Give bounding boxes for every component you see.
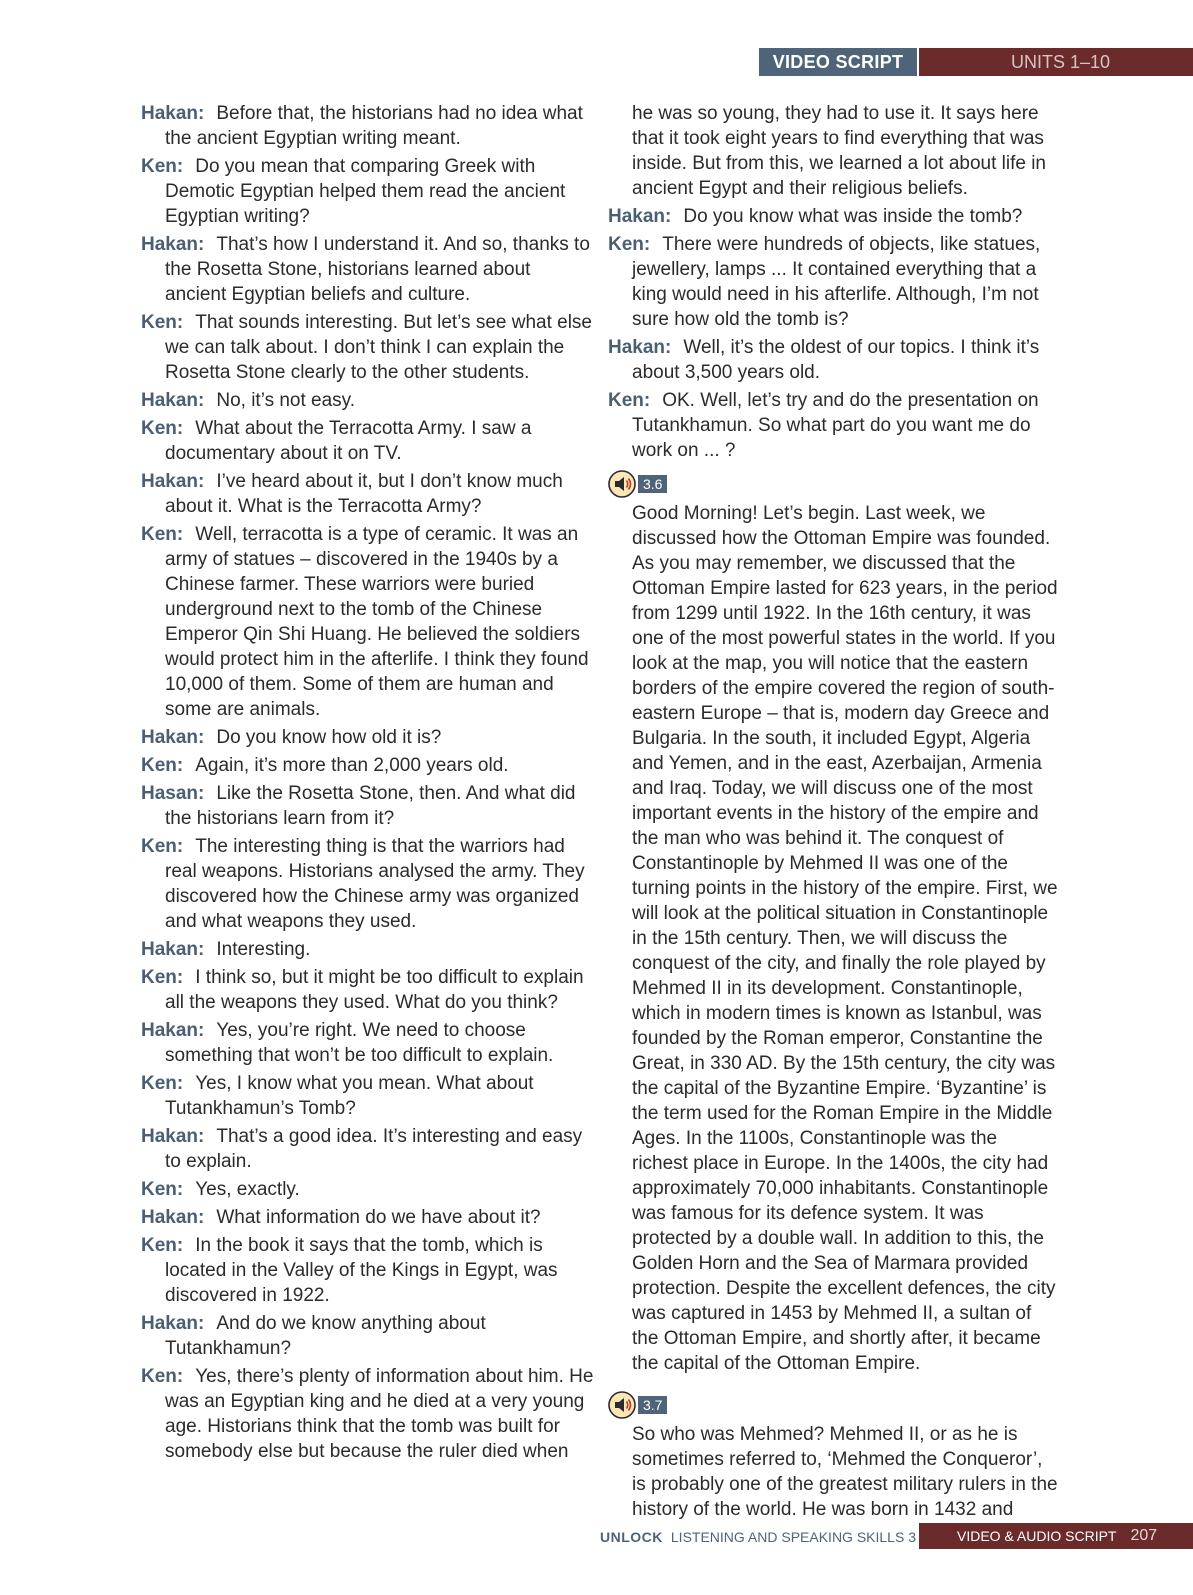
dialogue-turn (141, 1177, 596, 1202)
dialogue-text: There were hundreds of objects, like statues, jewellery, lamps ... It contained everything that a king would need in his afterlife. Although, I’m not sure how old the tomb is? (632, 234, 1041, 330)
book-name: LISTENING AND SPEAKING SKILLS 3 (670, 1529, 916, 1545)
dialogue-text: Again, it’s more than 2,000 years old. (195, 755, 509, 776)
dialogue-turn (141, 1018, 596, 1068)
continuation-text: he was so young, they had to use it. It says here that it took eight years to find everything that was inside. But from this, we learned a lot about life in ancient Egypt and their religious beliefs. (632, 103, 1047, 199)
dialogue-text: The interesting thing is that the warriors had real weapons. Historians analysed the army. They discovered how the Chinese army was organized and what weapons they used. (165, 836, 585, 932)
dialogue-turn (141, 834, 596, 934)
dialogue-text: In the book it says that the tomb, which is located in the Valley of the Kings in Egypt, was discovered in 1922. (165, 1235, 558, 1306)
speaker-name: Hakan: (608, 337, 672, 358)
dialogue-text: Yes, I know what you mean. What about Tutankhamun’s Tomb? (165, 1073, 534, 1119)
dialogue-text: No, it’s not easy. (216, 390, 356, 411)
dialogue-text: Yes, you’re right. We need to choose something that won’t be too difficult to explain. (165, 1020, 554, 1066)
speaker-name: Hakan: (141, 234, 205, 255)
dialogue-turn (141, 781, 596, 831)
dialogue-turn (141, 469, 596, 519)
speaker-name: Ken: (141, 312, 184, 333)
dialogue-text: OK. Well, let’s try and do the presentation on Tutankhamun. So what part do you want me do work on ... ? (632, 390, 1039, 461)
speaker-name: Hakan: (141, 1126, 205, 1147)
dialogue-turn (141, 310, 596, 385)
dialogue-text: Yes, there’s plenty of information about him. He was an Egyptian king and he died at a very young age. Historians think that the tomb was built for somebody else but because the ruler died when (165, 1366, 594, 1462)
dialogue-turn (141, 154, 596, 229)
track-number: 3.6 (638, 475, 667, 493)
speaker-name: Hakan: (141, 471, 205, 492)
speaker-name: Ken: (141, 1366, 184, 1387)
track-number: 3.7 (638, 1396, 667, 1414)
right-column (608, 101, 1058, 1522)
dialogue-turn (608, 232, 1058, 332)
dialogue-turn (141, 522, 596, 722)
dialogue-turn (141, 1311, 596, 1361)
dialogue-turn (141, 965, 596, 1015)
speaker-name: Ken: (141, 1073, 184, 1094)
unlock-logo: UNLOCK (600, 1529, 663, 1545)
dialogue-text: Do you know how old it is? (216, 727, 442, 748)
page-number: 207 (1130, 1527, 1158, 1544)
dialogue-text: That’s how I understand it. And so, thanks to the Rosetta Stone, historians learned about ancient Egyptian beliefs and culture. (165, 234, 590, 305)
dialogue-text: Interesting. (216, 939, 311, 960)
dialogue-turn (141, 1071, 596, 1121)
header-units-label: UNITS 1–10 (919, 48, 1193, 76)
speaker-name: Ken: (141, 418, 184, 439)
dialogue-turn (141, 753, 596, 778)
audio-track-3-7[interactable] (608, 1390, 1058, 1420)
dialogue-text: And do we know anything about Tutankhamun? (165, 1313, 486, 1359)
speaker-name: Ken: (141, 524, 184, 545)
audio-track-3-6[interactable] (608, 469, 1058, 499)
speaker-name: Ken: (141, 836, 184, 857)
dialogue-turn (141, 937, 596, 962)
dialogue-text: Like the Rosetta Stone, then. And what did the historians learn from it? (165, 783, 576, 829)
speaker-name: Hakan: (141, 1020, 205, 1041)
dialogue-turn (141, 1124, 596, 1174)
dialogue-text: Do you mean that comparing Greek with Demotic Egyptian helped them read the ancient Egyptian writing? (165, 156, 566, 227)
dialogue-turn (141, 1205, 596, 1230)
dialogue-turn (141, 101, 596, 151)
dialogue-turn (608, 204, 1058, 229)
footer-section (919, 1523, 1193, 1549)
dialogue-text: What information do we have about it? (216, 1207, 541, 1228)
speaker-name: Hakan: (141, 103, 205, 124)
speaker-name: Hakan: (608, 206, 672, 227)
footer-book-title (600, 1526, 916, 1548)
speaker-name: Ken: (608, 234, 651, 255)
speaker-name: Hakan: (141, 1207, 205, 1228)
speaker-icon (608, 1391, 636, 1419)
footer-section-label: VIDEO & AUDIO SCRIPT (957, 1528, 1117, 1544)
speaker-name: Hakan: (141, 390, 205, 411)
speaker-name: Ken: (141, 156, 184, 177)
dialogue-text: Well, it’s the oldest of our topics. I think it’s about 3,500 years old. (632, 337, 1040, 383)
dialogue-turn (141, 725, 596, 750)
track-3-6-text: Good Morning! Let’s begin. Last week, we discussed how the Ottoman Empire was founded. As you may remember, we discussed that the Ottoman Empire lasted for 623 years, in the period from 1299 until 1922. In the 16th century, it was one of the most powerful states in the world. If you look at the map, you will notice that the eastern borders of the empire covered the region of south-eastern Europe – that is, modern day Greece and Bulgaria. In the south, it included Egypt, Algeria and Yemen, and in the east, Azerbaijan, Armenia and Iraq. Today, we will discuss one of the most important events in the history of the empire and the man who was behind it. The conquest of Constantinople by Mehmed II was one of the turning points in the history of the empire. First, we will look at the political situation in Constantinople in the 15th century. Then, we will discuss the conquest of the city, and finally the role played by Mehmed II in its development. Constantinople, which in modern times is known as Istanbul, was founded by the Roman emperor, Constantine the Great, in 330 AD. By the 15th century, the city was the capital of the Byzantine Empire. ‘Byzantine’ is the term used for the Roman Empire in the Middle Ages. In the 1100s, Constantinople was the richest place in Europe. In the 1400s, the city had approximately 70,000 inhabitants. Constantinople was famous for its defence system. It was protected by a double wall. In addition to this, the Golden Horn and the Sea of Marmara provided protection. Despite the excellent defences, the city was captured in 1453 by Mehmed II, a sultan of the Ottoman Empire, and shortly after, it became the capital of the Ottoman Empire. (632, 503, 1058, 1374)
speaker-name: Hasan: (141, 783, 205, 804)
dialogue-turn (608, 388, 1058, 463)
speaker-name: Hakan: (141, 1313, 205, 1334)
speaker-name: Hakan: (141, 727, 205, 748)
dialogue-text: I think so, but it might be too difficult to explain all the weapons they used. What do you think? (165, 967, 584, 1013)
right-turns (608, 204, 1058, 463)
dialogue-turn (141, 388, 596, 413)
speaker-icon (608, 470, 636, 498)
dialogue-turn (141, 1364, 596, 1464)
dialogue-text: That’s a good idea. It’s interesting and easy to explain. (165, 1126, 583, 1172)
dialogue-turn (141, 1233, 596, 1308)
dialogue-turn (608, 335, 1058, 385)
dialogue-text: Do you know what was inside the tomb? (683, 206, 1023, 227)
dialogue-text: Yes, exactly. (195, 1179, 300, 1200)
header-section-label: VIDEO SCRIPT (759, 48, 917, 76)
speaker-name: Ken: (141, 967, 184, 988)
dialogue-text: Before that, the historians had no idea what the ancient Egyptian writing meant. (165, 103, 583, 149)
dialogue-text: Well, terracotta is a type of ceramic. It was an army of statues – discovered in the 1940s by a Chinese farmer. These warriors were buried underground next to the tomb of the Chinese Emperor Qin Shi Huang. He believed the soldiers would protect him in the afterlife. I think they found 10,000 of them. Some of them are human and some are animals. (165, 524, 589, 720)
speaker-name: Ken: (141, 1235, 184, 1256)
dialogue-text: That sounds interesting. But let’s see what else we can talk about. I don’t think I can explain the Rosetta Stone clearly to the other students. (165, 312, 592, 383)
dialogue-text: I’ve heard about it, but I don’t know much about it. What is the Terracotta Army? (165, 471, 563, 517)
speaker-name: Ken: (141, 1179, 184, 1200)
dialogue-text: What about the Terracotta Army. I saw a documentary about it on TV. (165, 418, 532, 464)
left-column (141, 101, 596, 1467)
dialogue-turn (141, 232, 596, 307)
speaker-name: Ken: (608, 390, 651, 411)
track-3-7-text: So who was Mehmed? Mehmed II, or as he is sometimes referred to, ‘Mehmed the Conqueror’, is probably one of the greatest military rulers in the history of the world. He was born in 1432 and (632, 1424, 1058, 1520)
dialogue-turn (141, 416, 596, 466)
speaker-name: Ken: (141, 755, 184, 776)
speaker-name: Hakan: (141, 939, 205, 960)
